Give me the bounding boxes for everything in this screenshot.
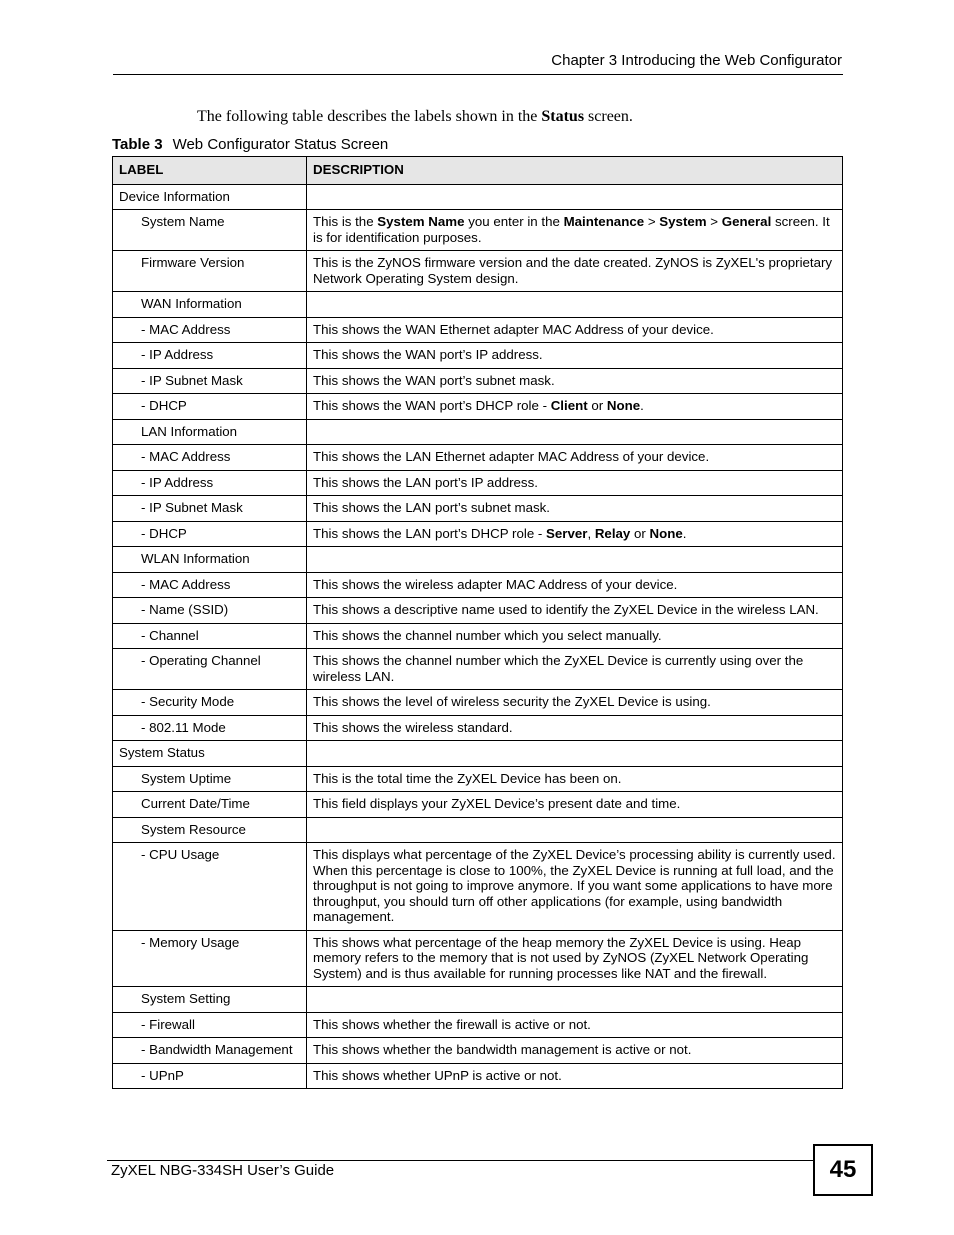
- description-bold-term: None: [606, 398, 641, 413]
- description-text: .: [640, 398, 644, 413]
- row-description: [307, 792, 843, 818]
- description-text: This shows whether the bandwidth management is active or not.: [313, 1042, 692, 1057]
- table-row: [113, 470, 843, 496]
- description-text: This shows the wireless adapter MAC Address of your device.: [313, 576, 678, 592]
- table-row: [113, 445, 843, 471]
- description-text: >: [644, 214, 660, 229]
- row-label: - 802.11 Mode: [113, 715, 307, 741]
- row-label: - MAC Address: [113, 572, 307, 598]
- table-row: [113, 1038, 843, 1064]
- description-text: This shows the LAN port’s subnet mask.: [313, 500, 550, 515]
- description-text: This shows a descriptive name used to identify the ZyXEL Device in the wireless LAN.: [313, 602, 819, 617]
- table-row: [113, 1012, 843, 1038]
- description-text: This shows the wireless standard.: [313, 719, 513, 735]
- row-description: [307, 521, 843, 547]
- description-text: This is the: [313, 214, 378, 229]
- row-description: [307, 496, 843, 522]
- table-row: [113, 715, 843, 741]
- description-text: >: [706, 214, 722, 229]
- description-text: This shows the level of wireless security the ZyXEL Device is using.: [313, 694, 711, 709]
- description-text: ,: [587, 525, 595, 541]
- row-description: [307, 817, 843, 843]
- row-label: - Bandwidth Management: [113, 1038, 307, 1064]
- row-label: - IP Address: [113, 470, 307, 496]
- description-text: This is the total time the ZyXEL Device has been on.: [313, 770, 622, 786]
- table-body: [113, 184, 843, 1089]
- row-description: [307, 547, 843, 573]
- row-label: WAN Information: [113, 292, 307, 318]
- header-rule: [113, 74, 843, 75]
- description-text: This is the ZyNOS firmware version and the date created. ZyNOS is ZyXEL's proprietary Network Operating System design.: [313, 255, 833, 286]
- table-row: [113, 690, 843, 716]
- row-label: Firmware Version: [113, 251, 307, 292]
- description-bold-term: System Name: [377, 214, 465, 229]
- description-text: This shows whether the firewall is active or not.: [313, 1016, 591, 1032]
- row-description: [307, 292, 843, 318]
- description-text: or: [587, 398, 607, 413]
- row-description: [307, 394, 843, 420]
- row-description: [307, 1012, 843, 1038]
- description-bold-term: General: [721, 214, 772, 229]
- row-label: WLAN Information: [113, 547, 307, 573]
- row-label: - Memory Usage: [113, 930, 307, 987]
- row-label: - MAC Address: [113, 317, 307, 343]
- row-description: [307, 572, 843, 598]
- description-text: This shows the WAN port’s subnet mask.: [313, 372, 555, 388]
- description-bold-term: Client: [550, 398, 588, 413]
- description-text: This shows the WAN Ethernet adapter MAC Address of your device.: [313, 321, 714, 337]
- row-description: [307, 987, 843, 1013]
- table-title: Web Configurator Status Screen: [172, 136, 389, 153]
- row-description: [307, 766, 843, 792]
- table-row: [113, 184, 843, 210]
- description-column-header: DESCRIPTION: [307, 157, 843, 185]
- row-label: - Channel: [113, 623, 307, 649]
- row-label: - Operating Channel: [113, 649, 307, 690]
- table-row: [113, 292, 843, 318]
- row-description: [307, 1063, 843, 1089]
- description-text: This shows the LAN port’s DHCP role -: [313, 525, 547, 541]
- table-row: [113, 419, 843, 445]
- row-description: [307, 251, 843, 292]
- row-description: [307, 930, 843, 987]
- row-label: - DHCP: [113, 521, 307, 547]
- row-label: System Resource: [113, 817, 307, 843]
- table-row: [113, 496, 843, 522]
- table-row: [113, 317, 843, 343]
- description-bold-term: Server: [546, 525, 588, 541]
- description-bold-term: None: [649, 525, 683, 541]
- table-row: [113, 766, 843, 792]
- table-row: [113, 394, 843, 420]
- table-caption: [112, 136, 388, 153]
- description-bold-term: System: [659, 214, 707, 229]
- description-text: or: [630, 525, 650, 541]
- description-text: This shows the WAN port’s IP address.: [313, 347, 543, 362]
- row-description: [307, 623, 843, 649]
- table-row: [113, 547, 843, 573]
- row-description: [307, 419, 843, 445]
- row-description: [307, 184, 843, 210]
- table-row: [113, 521, 843, 547]
- row-label: System Name: [113, 210, 307, 251]
- table-row: [113, 251, 843, 292]
- table-row: [113, 623, 843, 649]
- row-label: - Security Mode: [113, 690, 307, 716]
- table-row: [113, 817, 843, 843]
- description-text: you enter in the: [464, 214, 564, 229]
- footer-rule: [107, 1160, 814, 1161]
- row-label: - MAC Address: [113, 445, 307, 471]
- row-label: System Uptime: [113, 766, 307, 792]
- description-text: This shows the WAN port’s DHCP role -: [313, 398, 551, 413]
- chapter-header: Chapter 3 Introducing the Web Configurator: [551, 52, 842, 69]
- table-row: [113, 368, 843, 394]
- table-row: [113, 572, 843, 598]
- row-label: - IP Subnet Mask: [113, 496, 307, 522]
- row-label: Device Information: [113, 184, 307, 210]
- description-text: This field displays your ZyXEL Device’s present date and time.: [313, 796, 681, 811]
- table-row: [113, 343, 843, 369]
- row-description: [307, 445, 843, 471]
- table-row: [113, 987, 843, 1013]
- description-text: This shows the LAN port’s IP address.: [313, 474, 538, 490]
- table-row: [113, 843, 843, 931]
- row-label: LAN Information: [113, 419, 307, 445]
- row-description: [307, 470, 843, 496]
- row-label: - CPU Usage: [113, 843, 307, 931]
- row-description: [307, 343, 843, 369]
- description-text: This displays what percentage of the ZyXEL Device’s processing ability is currently used. When this percentage is close to 100%, the ZyXEL Device is running at full load, and the throughput is not going to improve anymore. If you want some applications to have more throughput, you should turn off other applications (for example, using bandwidth management.: [313, 847, 836, 924]
- row-description: [307, 368, 843, 394]
- description-text: This shows the channel number which the ZyXEL Device is currently using over the wireless LAN.: [313, 653, 804, 684]
- table-row: [113, 210, 843, 251]
- row-description: [307, 690, 843, 716]
- table-header-row: [113, 157, 843, 185]
- row-label: - IP Subnet Mask: [113, 368, 307, 394]
- table-row: [113, 741, 843, 767]
- row-description: [307, 843, 843, 931]
- row-description: [307, 649, 843, 690]
- description-text: This shows what percentage of the heap memory the ZyXEL Device is using. Heap memory refers to the memory that is not used by ZyNOS (ZyXEL Network Operating System) and is thus available for running processes like NAT and the firewall.: [313, 934, 809, 981]
- description-text: screen. It is for identification purposes.: [313, 214, 830, 245]
- row-label: - DHCP: [113, 394, 307, 420]
- row-label: - IP Address: [113, 343, 307, 369]
- description-bold-term: Relay: [594, 525, 631, 541]
- row-description: [307, 317, 843, 343]
- row-description: [307, 1038, 843, 1064]
- row-label: - UPnP: [113, 1063, 307, 1089]
- row-label: Current Date/Time: [113, 792, 307, 818]
- table-row: [113, 930, 843, 987]
- table-number: Table 3: [112, 136, 163, 153]
- label-column-header: LABEL: [113, 157, 307, 185]
- row-label: - Name (SSID): [113, 598, 307, 624]
- description-text: This shows the channel number which you select manually.: [313, 627, 662, 643]
- description-text: This shows the LAN Ethernet adapter MAC Address of your device.: [313, 449, 710, 464]
- row-description: [307, 210, 843, 251]
- guide-title: ZyXEL NBG-334SH User’s Guide: [111, 1162, 335, 1179]
- intro-text-bold: Status: [541, 108, 585, 125]
- intro-text-before: The following table describes the labels shown in the: [197, 108, 542, 125]
- row-label: System Setting: [113, 987, 307, 1013]
- page-number: 45: [813, 1144, 873, 1196]
- row-description: [307, 598, 843, 624]
- table-row: [113, 598, 843, 624]
- row-label: - Firewall: [113, 1012, 307, 1038]
- row-label: System Status: [113, 741, 307, 767]
- row-description: [307, 741, 843, 767]
- description-bold-term: Maintenance: [563, 214, 645, 229]
- description-text: .: [682, 525, 687, 541]
- description-text: This shows whether UPnP is active or not.: [313, 1067, 562, 1083]
- intro-text-after: screen.: [584, 108, 633, 125]
- table-row: [113, 649, 843, 690]
- table-row: [113, 792, 843, 818]
- intro-paragraph: [197, 108, 633, 126]
- status-table: [112, 156, 843, 1089]
- table-row: [113, 1063, 843, 1089]
- row-description: [307, 715, 843, 741]
